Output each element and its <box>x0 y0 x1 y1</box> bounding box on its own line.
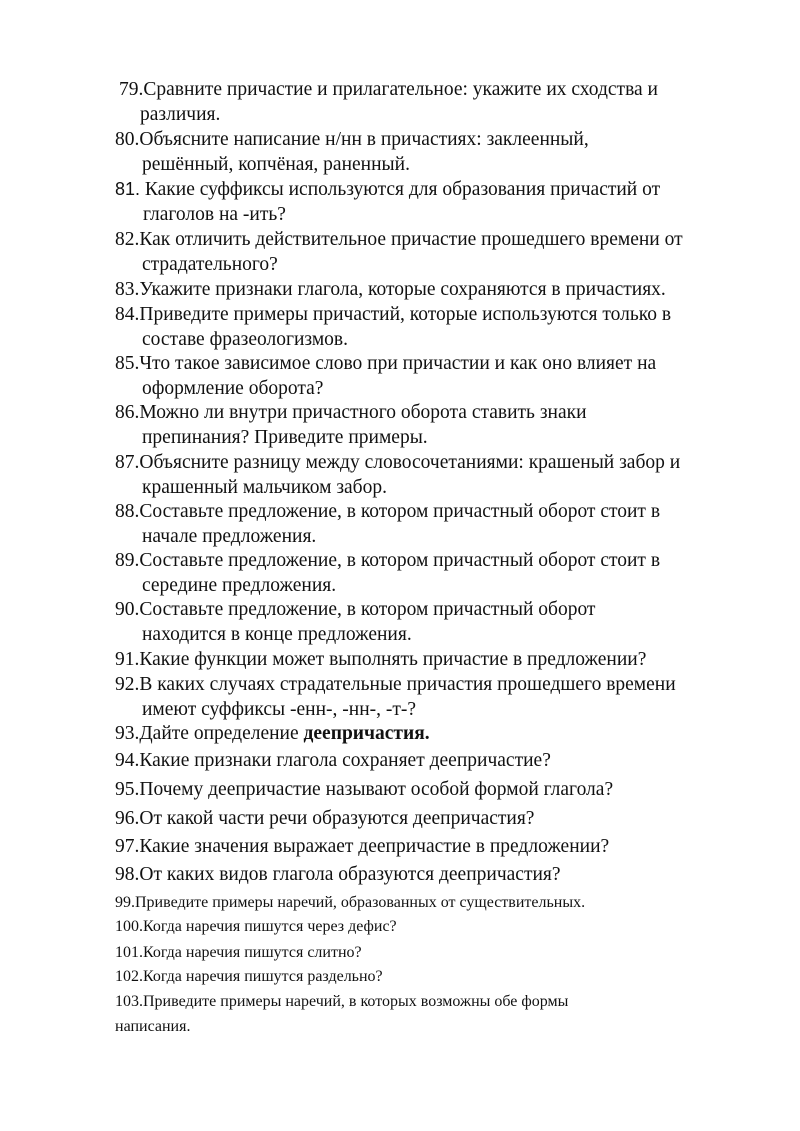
question-100 <box>115 914 397 939</box>
question-text-continued: находится в конце предложения. <box>142 624 412 645</box>
question-number: 102. <box>115 968 143 985</box>
question-98 <box>115 862 561 887</box>
question-text: Какие значения выражает деепричастие в предложении? <box>139 836 610 857</box>
question-text: Приведите примеры причастий, которые используются только в <box>139 304 672 325</box>
question-text: Когда наречия пишутся через дефис? <box>143 918 397 935</box>
question-text: Составьте предложение, в котором причастный оборот стоит в <box>139 550 661 571</box>
question-number: 95. <box>115 779 140 800</box>
question-text: Составьте предложение, в котором причастный оборот стоит в <box>139 501 661 522</box>
question-text: Дайте определение <box>139 723 304 744</box>
question-81 <box>115 177 660 227</box>
question-number: 83. <box>115 279 140 300</box>
question-text-continued: середине предложения. <box>142 575 337 596</box>
question-84 <box>115 302 671 352</box>
question-text-continued: глаголов на -ить? <box>143 204 286 225</box>
question-text: Укажите признаки глагола, которые сохраняются в причастиях. <box>139 279 666 300</box>
question-text-continued: препинания? Приведите примеры. <box>142 427 428 448</box>
question-number: 90. <box>115 599 140 620</box>
question-95 <box>115 777 613 802</box>
question-92 <box>115 672 676 722</box>
question-number: 98. <box>115 864 140 885</box>
question-text: Приведите примеры наречий, в которых возможны обе формы <box>143 993 569 1010</box>
question-93 <box>115 721 430 746</box>
question-number: 80. <box>115 129 140 150</box>
question-88 <box>115 499 660 549</box>
question-101 <box>115 940 362 965</box>
question-number: 96. <box>115 808 140 829</box>
question-text-continued: крашенный мальчиком забор. <box>142 477 387 498</box>
question-number: 91. <box>115 649 140 670</box>
question-text: Что такое зависимое слово при причастии и как оно влияет на <box>139 353 657 374</box>
question-89 <box>115 548 660 598</box>
question-text-continued: имеют суффиксы -енн-, -нн-, -т-? <box>142 699 417 720</box>
question-87 <box>115 450 680 500</box>
question-text: От каких видов глагола образуются деепричастия? <box>139 864 561 885</box>
question-text-continued: написания. <box>115 1018 191 1035</box>
question-term-bold: деепричастия. <box>303 723 430 744</box>
question-number: 81. <box>115 179 141 199</box>
question-text: Почему деепричастие называют особой формой глагола? <box>139 779 614 800</box>
question-text: Можно ли внутри причастного оборота ставить знаки <box>139 402 587 423</box>
question-text: Приведите примеры наречий, образованных от существительных. <box>135 894 586 911</box>
question-text: Какие суффиксы используются для образования причастий от <box>140 179 661 200</box>
question-text: Составьте предложение, в котором причастный оборот <box>139 599 596 620</box>
question-number: 79. <box>119 79 144 100</box>
question-number: 88. <box>115 501 140 522</box>
question-number: 94. <box>115 750 140 771</box>
question-text-continued: начале предложения. <box>142 526 317 547</box>
question-text: Сравните причастие и прилагательное: укажите их сходства и <box>143 79 658 100</box>
question-82 <box>115 227 683 277</box>
question-text: Объясните написание н/нн в причастиях: заклеенный, <box>139 129 589 150</box>
question-number: 84. <box>115 304 140 325</box>
question-number: 82. <box>115 229 140 250</box>
question-83 <box>115 277 666 302</box>
question-96 <box>115 806 534 831</box>
question-number: 85. <box>115 353 140 374</box>
question-90 <box>115 597 595 647</box>
question-text: Объясните разницу между словосочетаниями: крашеный забор и <box>139 452 681 473</box>
question-number: 89. <box>115 550 140 571</box>
question-text-continued: составе фразеологизмов. <box>142 329 348 350</box>
question-86 <box>115 400 587 450</box>
question-97 <box>115 834 609 859</box>
question-number: 101. <box>115 944 143 961</box>
question-number: 86. <box>115 402 140 423</box>
question-text: В каких случаях страдательные причастия прошедшего времени <box>139 674 676 695</box>
question-number: 99. <box>115 894 135 911</box>
question-number: 93. <box>115 723 140 744</box>
question-91 <box>115 647 646 672</box>
question-number: 100. <box>115 918 143 935</box>
question-text-continued: различия. <box>140 104 221 125</box>
question-80 <box>115 127 589 177</box>
question-text: Как отличить действительное причастие прошедшего времени от <box>139 229 683 250</box>
question-102 <box>115 964 383 989</box>
question-text: Какие функции может выполнять причастие в предложении? <box>139 649 647 670</box>
question-number: 97. <box>115 836 140 857</box>
question-103 <box>115 989 568 1039</box>
question-99 <box>115 890 585 915</box>
question-text-continued: страдательного? <box>142 254 278 275</box>
question-85 <box>115 351 656 401</box>
question-text: От какой части речи образуются деепричастия? <box>139 808 535 829</box>
question-text: Когда наречия пишутся раздельно? <box>143 968 383 985</box>
question-number: 87. <box>115 452 140 473</box>
question-text-continued: оформление оборота? <box>142 378 324 399</box>
question-number: 103. <box>115 993 143 1010</box>
question-94 <box>115 748 551 773</box>
question-text: Какие признаки глагола сохраняет деепричастие? <box>139 750 551 771</box>
question-text: Когда наречия пишутся слитно? <box>143 944 362 961</box>
question-79 <box>119 77 658 127</box>
question-text-continued: решённый, копчёная, раненный. <box>142 154 410 175</box>
question-number: 92. <box>115 674 140 695</box>
